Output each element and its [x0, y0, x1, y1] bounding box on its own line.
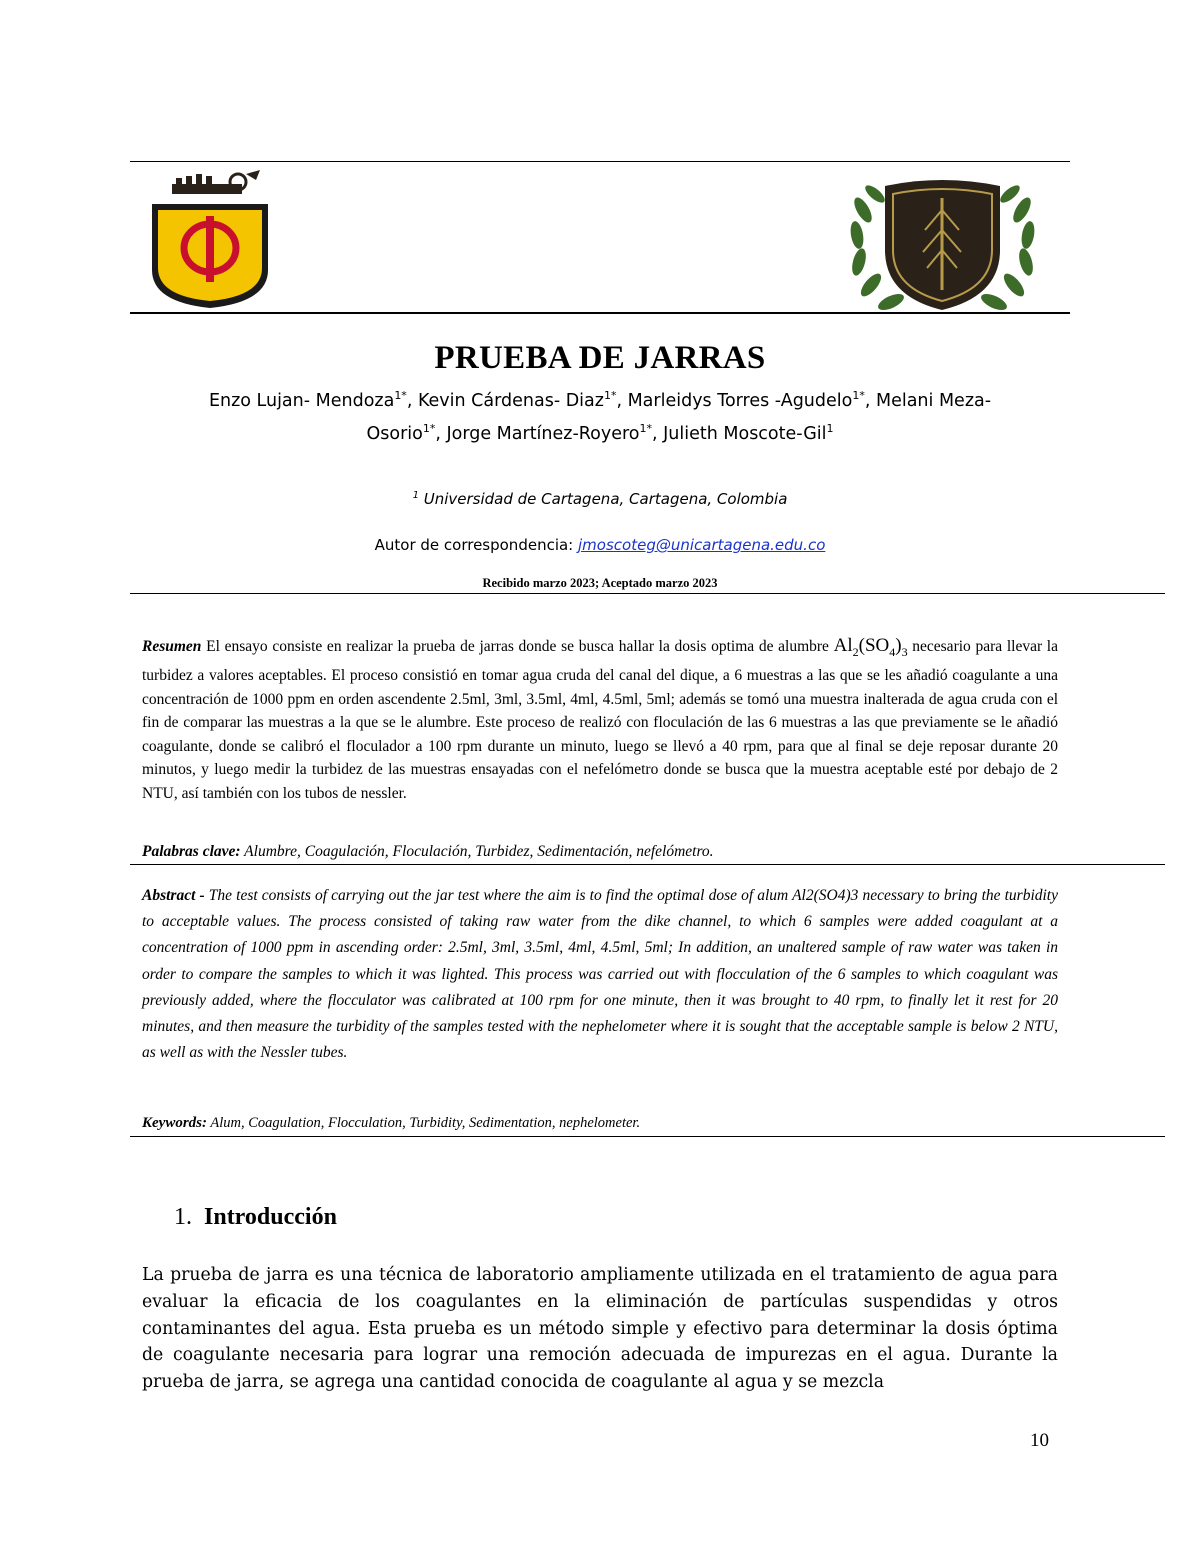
abstract-spanish-text-start: El ensayo consiste en realizar la prueba de jarras donde se busca hallar la dosis optima de alumbre — [201, 638, 834, 655]
building-emblem — [172, 170, 260, 194]
author-sup: 1* — [639, 421, 652, 435]
author-line-2 — [150, 415, 1050, 448]
formula-part: (SO — [858, 635, 890, 656]
correspondence — [0, 536, 1200, 554]
formula-sub: 4 — [889, 644, 896, 659]
received-rule — [130, 593, 1165, 594]
affiliation-text: Universidad de Cartagena, Cartagena, Colombia — [418, 490, 788, 508]
author-name: Osorio — [366, 423, 423, 444]
author-name: , Jorge Martínez-Royero — [435, 423, 640, 444]
abstract-spanish-label: Resumen — [142, 638, 202, 655]
page-number: 10 — [1030, 1430, 1049, 1451]
author-name: , Julieth Moscote-Gil — [652, 423, 827, 444]
alum-formula — [833, 635, 908, 659]
section-number: 1. — [174, 1204, 192, 1230]
keywords-english-label: Keywords: — [142, 1115, 207, 1131]
paper-title: PRUEBA DE JARRAS — [434, 340, 766, 376]
formula-sub: 2 — [852, 644, 859, 659]
keywords-spanish-rule — [130, 864, 1165, 865]
author-sup: 1* — [852, 389, 865, 402]
header-top-rule — [130, 161, 1070, 162]
abstract-spanish-text-end: necesario para llevar la turbidez a valores aceptables. El proceso consistió en tomar agua cruda del canal del dique, a 6 muestras a las que se les añadió coagulante a una concentración de 1000 ppm en orden ascendente 2.5ml, 3ml, 3.5ml, 4ml, 4.5ml, 5ml; además se tomó una muestra inalterada de agua cruda con el fin de comparar las muestras a la que se le alumbre. Este proceso de realizó con floculación de las 6 muestras a las que previamente se le añadió coagulante, donde se calibró el floculador a 100 rpm durante un minuto, luego se llevó a 40 rpm, para que al final se deje reposar durante 20 minutos, y luego medir la turbidez de las muestras ensayadas con el nefelómetro donde se busca que la muestra aceptable esté por debajo de 2 NTU, así también con los tubos de nessler. — [142, 638, 1058, 802]
section-heading-introduccion — [174, 1204, 337, 1231]
abstract-english-label: Abstract - — [142, 887, 205, 904]
university-crest-logo — [845, 170, 1040, 320]
author-name: , Kevin Cárdenas- Diaz — [406, 390, 604, 411]
header-bottom-rule — [130, 312, 1070, 314]
abstract-english-text: The test consists of carrying out the jar test where the aim is to find the optimal dose of alum Al2(SO4)3 necessary to bring the turbidity to acceptable values. The process consisted of taking raw water from the dike channel, to which 6 samples were added coagulant at a concentration of 1000 ppm in ascending order: 2.5ml, 3ml, 3.5ml, 4ml, 4.5ml, 5ml; In addition, an unaltered sample of raw water was taken in order to compare the samples to which it was lighted. This process was carried out with flocculation of the 6 samples to which coagulant was previously added, where the flocculator was calibrated at 100 rpm for one minute, then it was brought to 40 rpm, to finally let it rest for 20 minutes, and then measure the turbidity of the samples tested with the nephelometer where it is sought that the acceptable sample is below 2 NTU, as well as with the Nessler tubes. — [142, 887, 1058, 1062]
author-list — [150, 382, 1050, 448]
correspondence-email-link[interactable]: jmoscoteg@unicartagena.edu.co — [578, 536, 826, 554]
received-dates: Recibido marzo 2023; Aceptado marzo 2023 — [482, 576, 718, 590]
keywords-english-text: Alum, Coagulation, Flocculation, Turbidity, Sedimentation, nephelometer. — [207, 1115, 641, 1131]
abstract-english — [142, 883, 1058, 1066]
formula-sub: 3 — [901, 644, 908, 659]
formula-part: ) — [895, 635, 902, 656]
formula-part: Al — [833, 635, 853, 656]
author-name: , Marleidys Torres -Agudelo — [616, 390, 853, 411]
author-sup: 1* — [422, 421, 436, 435]
keywords-english — [142, 1115, 1058, 1132]
author-sup: 1* — [603, 389, 617, 402]
faculty-shield-logo — [150, 170, 270, 310]
keywords-spanish — [142, 843, 1058, 861]
introduction-paragraph: La prueba de jarra es una técnica de laboratorio ampliamente utilizada en el tratamiento de agua para evaluar la eficacia de los coagulantes en la eliminación de partículas suspendidas y otros contaminantes del agua. Esta prueba es un método simple y efectivo para determinar la dosis óptima de coagulante necesaria para lograr una remoción adecuada de impurezas en el agua. Durante la prueba de jarra, se agrega una cantidad conocida de coagulante al agua y se mezcla — [142, 1265, 1058, 1393]
crest-shield — [885, 180, 1000, 310]
abstract-spanish — [142, 634, 1058, 805]
author-line-1 — [150, 382, 1050, 415]
author-sup: 1* — [394, 389, 407, 402]
keywords-spanish-text: Alumbre, Coagulación, Floculación, Turbidez, Sedimentación, nefelómetro. — [240, 843, 714, 860]
section-title: Introducción — [204, 1204, 337, 1230]
correspondence-label: Autor de correspondencia: — [374, 536, 579, 554]
affiliation — [0, 490, 1200, 508]
author-name: , Melani Meza- — [864, 390, 992, 411]
author-name: Enzo Lujan- Mendoza — [208, 390, 395, 411]
keywords-spanish-label: Palabras clave: — [142, 843, 241, 860]
keywords-english-rule — [130, 1136, 1165, 1137]
affiliation-sup: 1 — [412, 490, 419, 501]
author-sup: 1 — [826, 421, 834, 435]
